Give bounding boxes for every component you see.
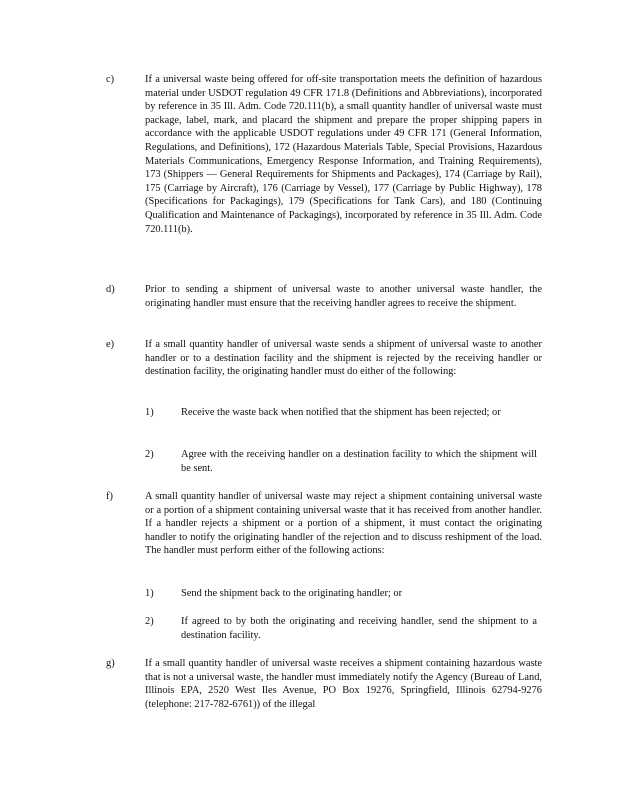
subparagraph-text: Receive the waste back when notified that the shipment has been rejected; or xyxy=(181,407,501,418)
paragraph-text: Prior to sending a shipment of universal waste to another universal waste handler, the originating handler must ensure that the receiving handler agrees to receive the shipment. xyxy=(145,284,542,309)
paragraph-text: If a universal waste being offered for off-site transportation meets the definition of hazardous material under USDOT regulation 49 CFR 171.8 (Definitions and Abbreviations), incorporated by reference in 35 Ill. Adm. Code 720.111(b), a small quantity handler of universal waste must package, label, mark, and placard the shipment and prepare the proper shipping papers in accordance with the applicable USDOT regulations under 49 CFR 171 (General Information, Regulations, and Definitions), 172 (Hazardous Materials Table, Special Provisions, Hazardous Materials Communications, Emergency Response Information, and Training Requirements), 173 (Shippers — General Requirements for Shipments and Packages), 174 (Carriage by Rail), 175 (Carriage by Aircraft), 176 (Carriage by Vessel), 177 (Carriage by Public Highway), 178 (Specifications for Packagings), 179 (Specifications for Tank Cars), and 180 (Continuing Qualification and Maintenance of Packagings), incorporated by reference in 35 Ill. Adm. Code 720.111(b). xyxy=(145,74,542,235)
subparagraph-label: 1) xyxy=(145,407,154,418)
paragraph-label: d) xyxy=(106,284,115,295)
paragraph-g xyxy=(106,657,542,711)
paragraph-label: e) xyxy=(106,339,115,350)
paragraph-label: g) xyxy=(106,658,115,669)
subparagraph-text: Agree with the receiving handler on a destination facility to which the shipment will be sent. xyxy=(181,449,537,474)
subparagraph-f-2 xyxy=(145,615,537,642)
paragraph-text: A small quantity handler of universal waste may reject a shipment containing universal waste or a portion of a shipment containing universal waste that it has received from another handler. If a handler rejects a shipment or a portion of a shipment, it must contact the originating handler to notify the originating handler of the rejection and to discuss reshipment of the load. The handler must perform either of the following actions: xyxy=(145,491,542,557)
subparagraph-label: 1) xyxy=(145,588,154,599)
subparagraph-text: If agreed to by both the originating and receiving handler, send the shipment to a destination facility. xyxy=(181,616,537,641)
paragraph-d xyxy=(106,283,542,310)
subparagraph-label: 2) xyxy=(145,616,154,627)
paragraph-c xyxy=(106,73,542,236)
subparagraph-text: Send the shipment back to the originating handler; or xyxy=(181,588,403,599)
subparagraph-f-1 xyxy=(145,587,537,601)
paragraph-e xyxy=(106,338,542,379)
paragraph-label: c) xyxy=(106,74,115,85)
subparagraph-label: 2) xyxy=(145,449,154,460)
paragraph-text: If a small quantity handler of universal waste sends a shipment of universal waste to another handler or to a destination facility and the shipment is rejected by the receiving handler or destination facility, the originating handler must do either of the following: xyxy=(145,339,542,378)
paragraph-label: f) xyxy=(106,491,113,502)
paragraph-f xyxy=(106,490,542,558)
subparagraph-e-2 xyxy=(145,448,537,475)
paragraph-text: If a small quantity handler of universal waste receives a shipment containing hazardous waste that is not a universal waste, the handler must immediately notify the Agency (Bureau of Land, Illinois EPA, 2520 West Iles Avenue, PO Box 19276, Springfield, Illinois 62794-9276 (telephone: 217-782-6761)) of the illegal xyxy=(145,658,542,710)
subparagraph-e-1 xyxy=(145,406,537,420)
